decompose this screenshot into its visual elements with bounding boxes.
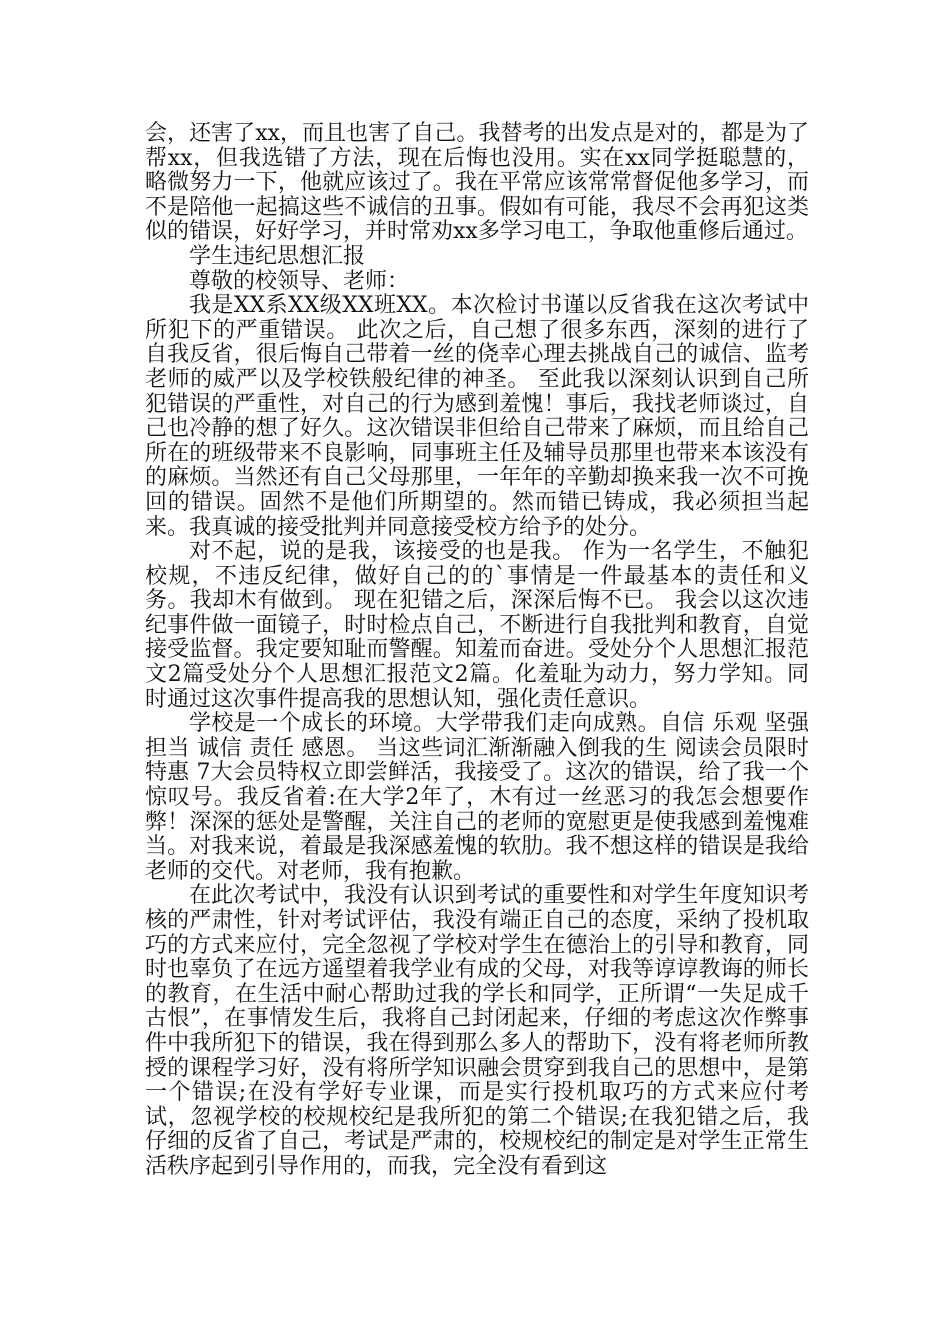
paragraph-6: 学校是一个成长的环境。大学带我们走向成熟。自信 乐观 坚强 担当 诚信 责任 感恩。 当这些词汇渐渐融入倒我的生 阅读会员限时特惠 7大会员特权立即尝鲜活，我接受了。这次的错误，给了我一个惊叹号。我反省着:在大学2年了，木有过一丝恶习的我怎会想要作弊！深深的惩处是警醒，关注自己的老师的宽慰更是使我感到羞愧难当。对我来说，着最是我深感羞愧的软肋。我不想这样的错误是我给老师的交代。对老师，我有抱歉。 — [145, 711, 809, 884]
paragraph-heading: 学生违纪思想汇报 — [189, 243, 366, 269]
paragraph-salutation: 尊敬的校领导、老师： — [189, 268, 410, 294]
paragraph-7: 在此次考试中，我没有认识到考试的重要性和对学生年度知识考核的严肃性，针对考试评估，我没有端正自己的态度，采纳了投机取巧的方式来应付，完全忽视了学校对学生在德治上的引导和教育，同时也辜负了在远方遥望着我学业有成的父母，对我等谆谆教诲的师长的教育，在生活中耐心帮助过我的学长和同学，正所谓“一失足成千古恨”，在事情发生后，我将自己封闭起来，仔细的考虑这次作弊事件中我所犯下的错误，我在得到那么多人的帮助下，没有将老师所教授的课程学习好，没有将所学知识融会贯穿到我自己的思想中，是第一个错误;在没有学好专业课，而是实行投机取巧的方式来应付考试，忽视学校的校规校纪是我所犯的第二个错误;在我犯错之后，我仔细的反省了自己，考试是严肃的，校规校纪的制定是对学生正常生活秩序起到引导作用的，而我，完全没有看到这 — [145, 883, 809, 1179]
paragraph-1: 会，还害了xx，而且也害了自己。我替考的出发点是对的，都是为了帮xx，但我选错了方法，现在后悔也没用。实在xx同学挺聪慧的，略微努力一下，他就应该过了。我在平常应该常常督促他多学习，而不是陪他一起搞这些不诚信的丑事。假如有可能，我尽不会再犯这类似的错误，好好学习，并时常劝xx多学习电工，争取他重修后通过。 — [145, 121, 809, 245]
document-page — [145, 122, 809, 1180]
paragraph-5: 对不起，说的是我，该接受的也是我。 作为一名学生，不触犯校规，不违反纪律，做好自己的的`事情是一件最基本的责任和义务。我却木有做到。 现在犯错之后，深深后悔不已。 我会以这次违纪事件做一面镜子，时时检点自己，不断进行自我批判和教育，自觉接受监督。我定要知耻而警醒。知羞而奋进。受处分个人思想汇报范文2篇受处分个人思想汇报范文2篇。化羞耻为动力，努力学知。同时通过这次事件提高我的思想认知，强化责任意识。 — [145, 539, 809, 712]
paragraph-4: 我是XX系XX级XX班XX。本次检讨书谨以反省我在这次考试中所犯下的严重错误。 此次之后，自己想了很多东西，深刻的进行了自我反省，很后悔自己带着一丝的侥幸心理去挑战自己的诚信、监考老师的威严以及学校铁般纪律的神圣。 至此我以深刻认识到自己所犯错误的严重性，对自己的行为感到羞愧！事后，我找老师谈过，自己也冷静的想了好久。这次错误非但给自己带来了麻烦，而且给自己所在的班级带来不良影响，同事班主任及辅导员那里也带来本该没有的麻烦。当然还有自己父母那里，一年年的辛勤却换来我一次不可挽回的错误。固然不是他们所期望的。然而错已铸成，我必须担当起来。我真诚的接受批判并同意接受校方给予的处分。 — [145, 293, 809, 540]
